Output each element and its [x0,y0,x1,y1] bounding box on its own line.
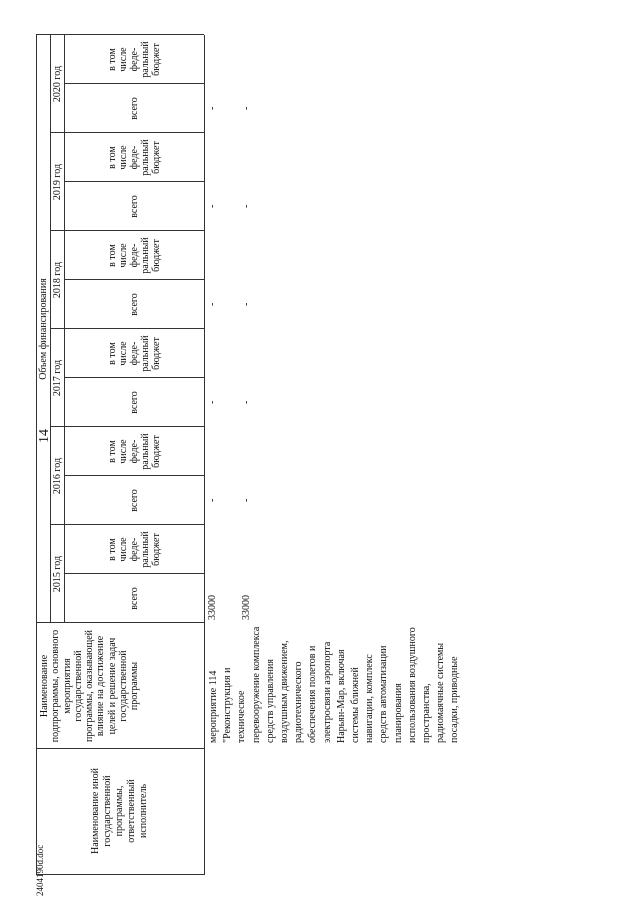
value-2020-total: - [207,106,218,110]
value-2019-total: - [207,204,218,208]
year-divider-3 [50,328,204,329]
subcol-divider-4 [64,279,204,280]
header-federal-2018: в том числе феде-ральный бюджет [106,237,162,274]
header-total-2016: всего [128,489,140,512]
value-2016-total: - [207,498,218,502]
subcol-divider-2 [64,475,204,476]
header-bottom-line [204,35,205,875]
subcol-divider-6 [64,83,204,84]
year-divider-1 [50,524,204,525]
value-2018-total: - [207,302,218,306]
col-divider-program [36,748,204,749]
header-year-2016: 2016 год [51,457,63,495]
header-total-2020: всего [128,97,140,120]
value-2018-federal: - [241,302,252,306]
header-year-2015: 2015 год [51,555,63,593]
header-year-2019: 2019 год [51,163,63,201]
document-code: 2404190d.doc [35,844,45,896]
year-divider-5 [50,132,204,133]
value-2015-total: 33000 [207,595,218,620]
header-total-2015: всего [128,587,140,610]
subcol-divider-5 [64,181,204,182]
page-number: 14 [37,429,52,443]
header-total-2018: всего [128,293,140,316]
value-2020-federal: - [241,106,252,110]
header-federal-2016: в том числе феде-ральный бюджет [106,433,162,470]
header-federal-2015: в том числе феде-ральный бюджет [106,531,162,568]
subcol-divider-3 [64,377,204,378]
table-border-left [36,874,204,875]
header-program: Наименование иной государственной программы, ответственный исполнитель [90,768,149,854]
header-year-2018: 2018 год [51,261,63,299]
header-federal-2020: в том числе феде-ральный бюджет [106,41,162,78]
value-2017-total: - [207,400,218,404]
subcol-divider-1 [64,573,204,574]
header-total-2019: всего [128,195,140,218]
header-federal-2017: в том числе феде-ральный бюджет [106,335,162,372]
funding-table [36,35,604,875]
value-2017-federal: - [241,400,252,404]
year-divider-2 [50,426,204,427]
header-year-2017: 2017 год [51,359,63,397]
header-federal-2019: в том числе феде-ральный бюджет [106,139,162,176]
value-2016-federal: - [241,498,252,502]
measure-description: мероприятие 114 "Реконструкция и техническое перевооружение комплекса средств управления воздушным движением, радиотехнического обеспечения полетов и электросвязи аэропорта Нарьян-Мар, включая системы ближней навигации, комплекс средств автоматизации планирования использования воздушного пространства, радиомаячные системы посадки, приводные [208,626,461,743]
header-funding-group: Объем финансирования [37,278,49,380]
value-2015-federal: 33000 [241,595,252,620]
year-divider-4 [50,230,204,231]
header-total-2017: всего [128,391,140,414]
header-measure: Наименование подпрограммы, основного мероприятия государственной программы, оказывающей влияние на достижение целей и решение задач государственной программы [39,629,141,743]
header-year-2020: 2020 год [51,65,63,103]
value-2019-federal: - [241,204,252,208]
